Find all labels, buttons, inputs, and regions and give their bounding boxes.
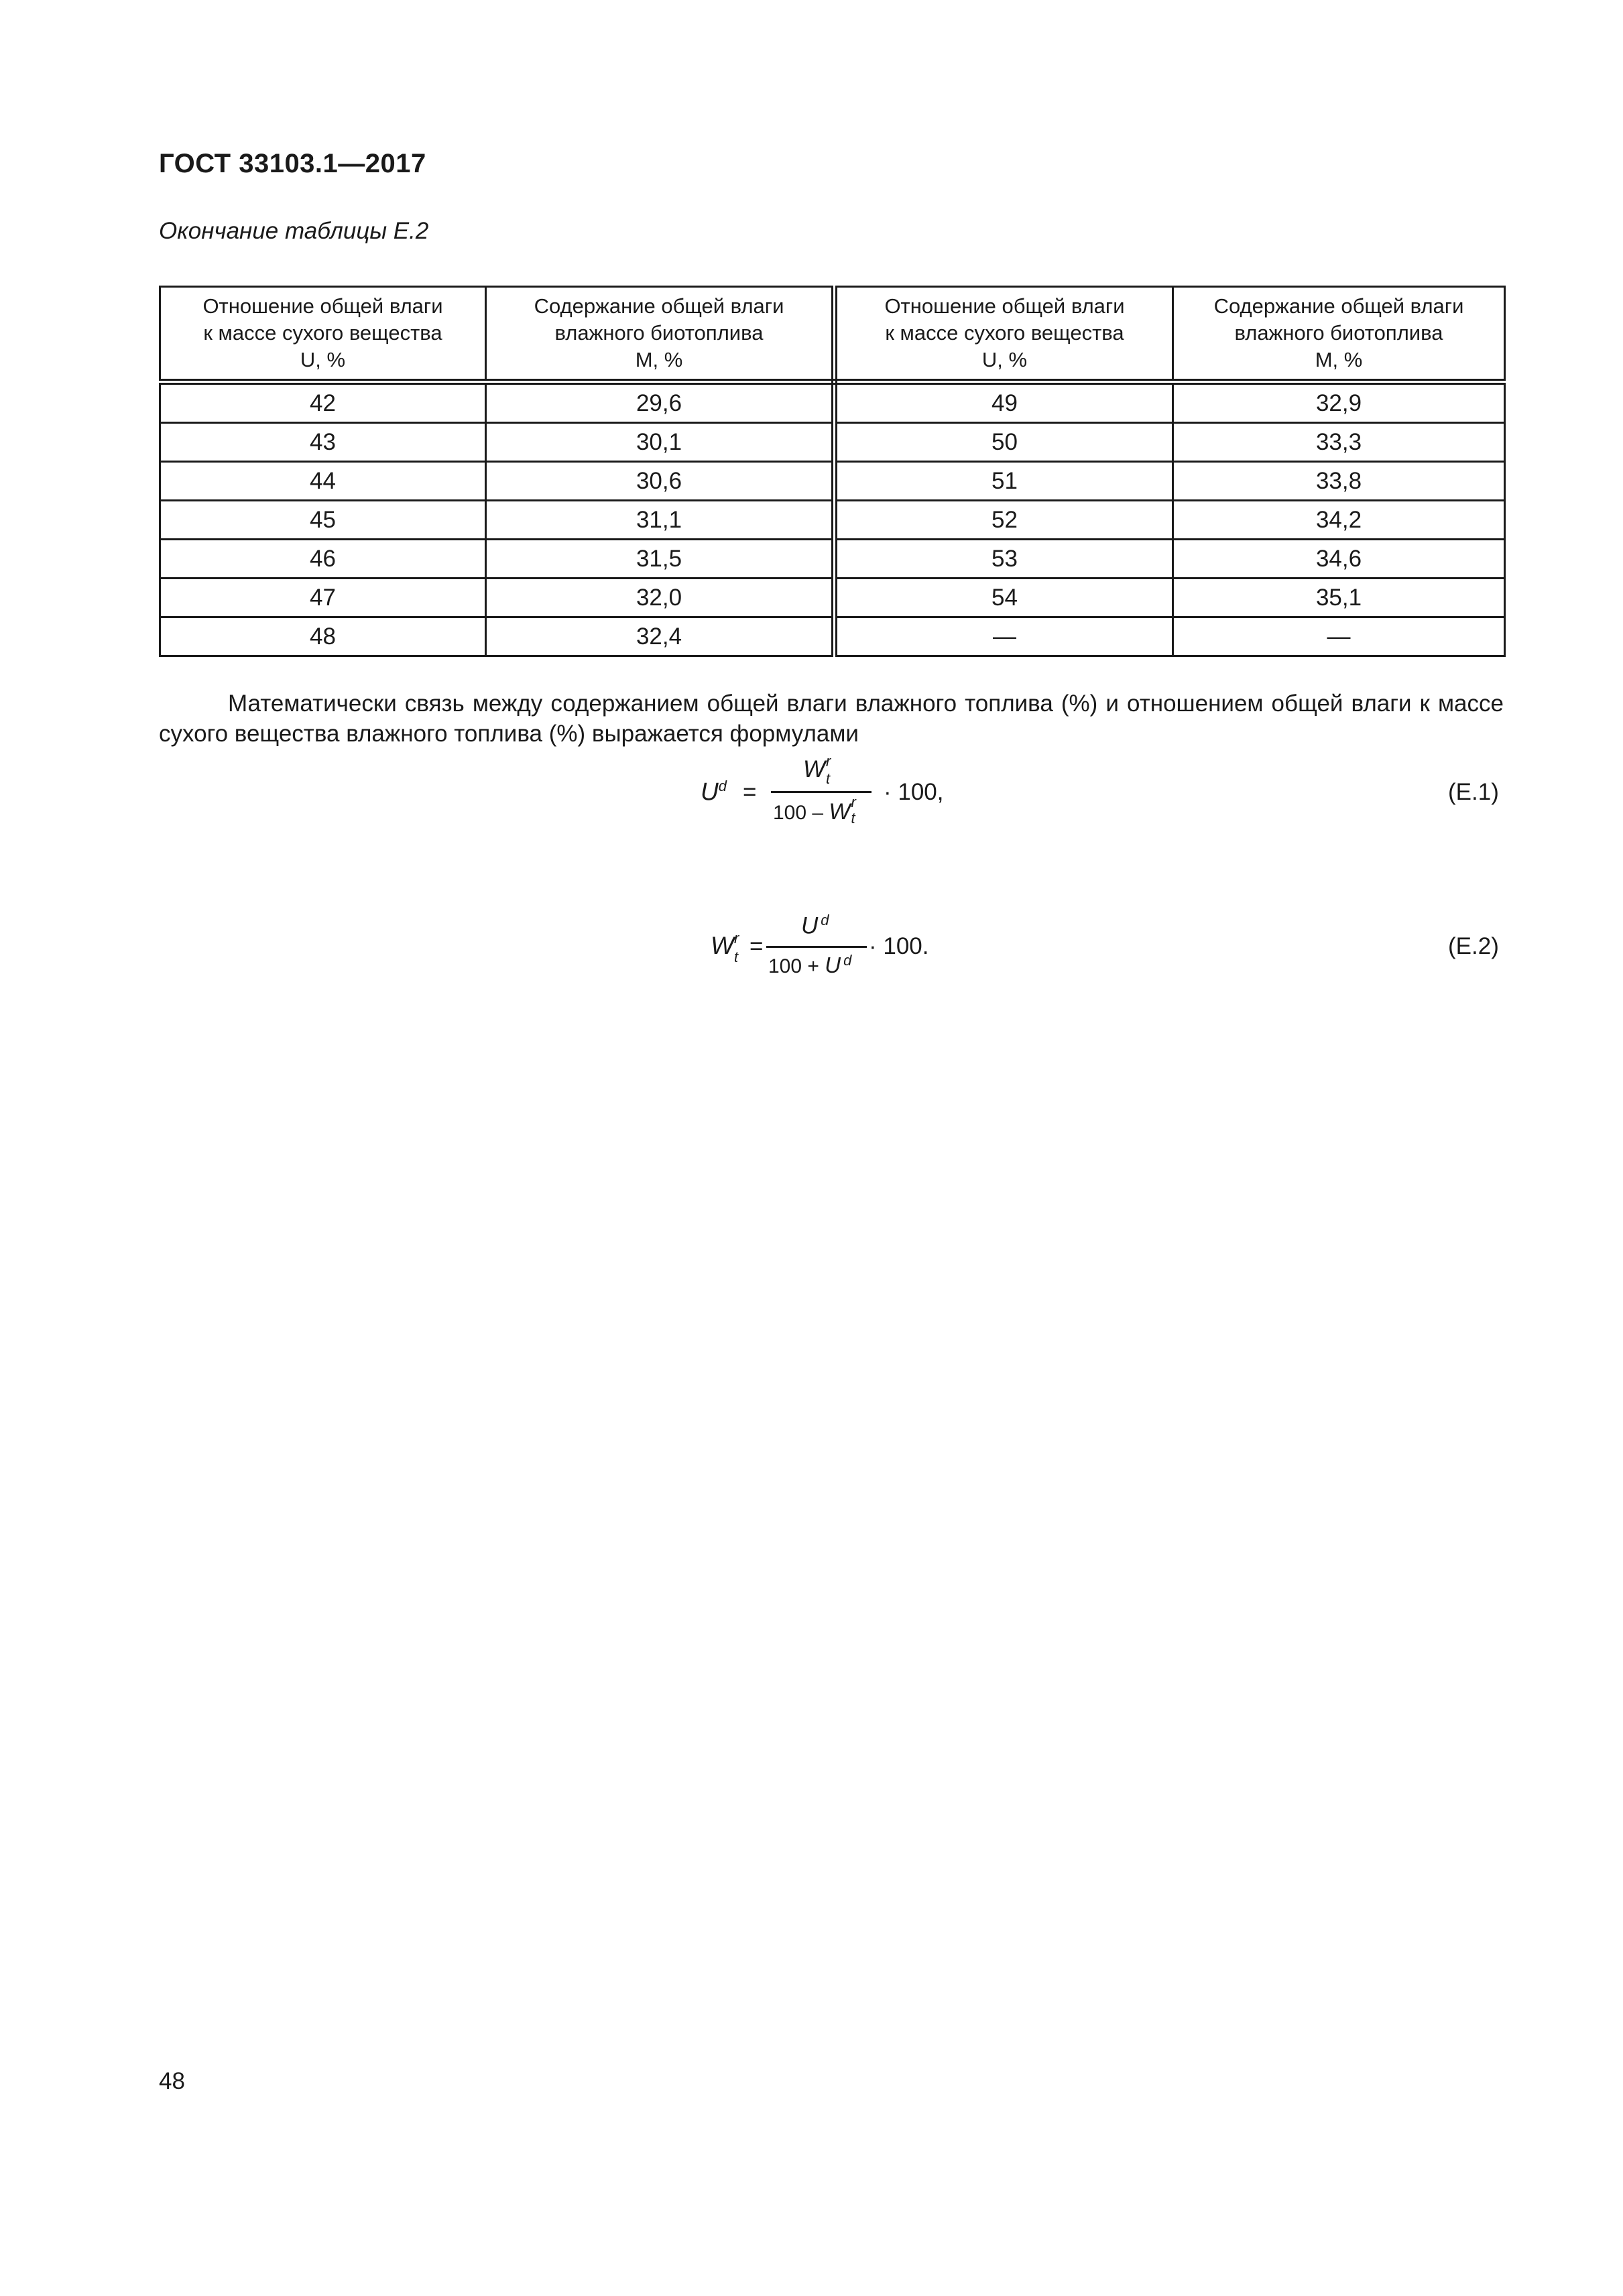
table-row xyxy=(160,462,1505,501)
header-line: влажного биотоплива xyxy=(1234,321,1443,345)
header-line: U, % xyxy=(981,348,1028,371)
table-cell: 35,1 xyxy=(1173,579,1505,617)
table-row xyxy=(160,579,1505,617)
table-cell: 54 xyxy=(835,579,1173,617)
equation-number-e2: (Е.2) xyxy=(1448,933,1499,959)
formula-e1-lhs: $U^d$ xyxy=(701,778,727,806)
table-cell: — xyxy=(1173,617,1505,656)
header-line: Отношение общей влаги xyxy=(202,294,443,318)
table-row xyxy=(160,382,1505,423)
table-caption: Окончание таблицы Е.2 xyxy=(159,218,429,244)
table-row xyxy=(160,423,1505,462)
table-cell: 29,6 xyxy=(486,382,835,423)
formula-e2-lhs: W r t xyxy=(711,930,739,965)
table-cell: 49 xyxy=(835,382,1173,423)
header-line: U, % xyxy=(300,348,346,371)
body-paragraph: Математически связь между содержанием общей влаги влажного топлива (%) и отношением общей влаги к массе сухого вещества влажного топлива (%) выражается формулами xyxy=(159,690,1504,747)
table-cell: 32,9 xyxy=(1173,382,1505,423)
table-cell: 33,3 xyxy=(1173,423,1505,462)
document-code: ГОСТ 33103.1—2017 xyxy=(159,149,426,178)
table-cell: 32,0 xyxy=(486,579,835,617)
header-line: влажного биотоплива xyxy=(554,321,764,345)
header-ratio-left xyxy=(160,287,486,382)
formula-e2-numerator: U $^d$ xyxy=(801,912,829,939)
formula-e2-equals: = xyxy=(749,933,764,959)
formula-e2-tail: · 100. xyxy=(869,933,929,959)
table-cell: 30,6 xyxy=(486,462,835,501)
header-ratio-right xyxy=(835,287,1173,382)
header-line: М, % xyxy=(635,348,683,371)
header-content-left xyxy=(486,287,835,382)
header-line: Содержание общей влаги xyxy=(1213,294,1464,318)
equation-number-e1: (Е.1) xyxy=(1448,779,1499,805)
table-cell: 50 xyxy=(835,423,1173,462)
table-row xyxy=(160,501,1505,540)
formula-e2-denominator: 100 + U $^d$ xyxy=(768,952,852,977)
header-line: Содержание общей влаги xyxy=(534,294,784,318)
table-row xyxy=(160,540,1505,579)
formula-e1-denominator: 100 – W r t xyxy=(773,794,856,827)
table-cell: 48 xyxy=(160,617,486,656)
table-cell: 42 xyxy=(160,382,486,423)
table-cell: 44 xyxy=(160,462,486,501)
formula-e2-fraction-bar xyxy=(766,946,867,948)
table-cell: 34,6 xyxy=(1173,540,1505,579)
table-cell: 52 xyxy=(835,501,1173,540)
table-cell: 46 xyxy=(160,540,486,579)
table-cell: 30,1 xyxy=(486,423,835,462)
formula-e1-tail: · 100, xyxy=(884,779,944,805)
table-cell: 53 xyxy=(835,540,1173,579)
table-row xyxy=(160,617,1505,656)
table-cell: 47 xyxy=(160,579,486,617)
header-line: Отношение общей влаги xyxy=(884,294,1125,318)
header-line: к массе сухого вещества xyxy=(885,321,1124,345)
table-cell: 43 xyxy=(160,423,486,462)
table-cell: 32,4 xyxy=(486,617,835,656)
table-cell: 31,1 xyxy=(486,501,835,540)
table-cell: 33,8 xyxy=(1173,462,1505,501)
table-cell: 34,2 xyxy=(1173,501,1505,540)
table-cell: — xyxy=(835,617,1173,656)
table-header-row xyxy=(160,287,1505,382)
table-cell: 51 xyxy=(835,462,1173,501)
header-line: к массе сухого вещества xyxy=(203,321,442,345)
header-line: М, % xyxy=(1315,348,1363,371)
moisture-table xyxy=(159,286,1506,657)
table-cell: 31,5 xyxy=(486,540,835,579)
table-cell: 45 xyxy=(160,501,486,540)
formula-e1-equals: = xyxy=(743,779,757,805)
page-number: 48 xyxy=(159,2068,185,2094)
header-content-right xyxy=(1173,287,1505,382)
formula-e1-fraction-bar xyxy=(771,791,871,793)
formula-e1-numerator: W r t xyxy=(803,753,831,787)
